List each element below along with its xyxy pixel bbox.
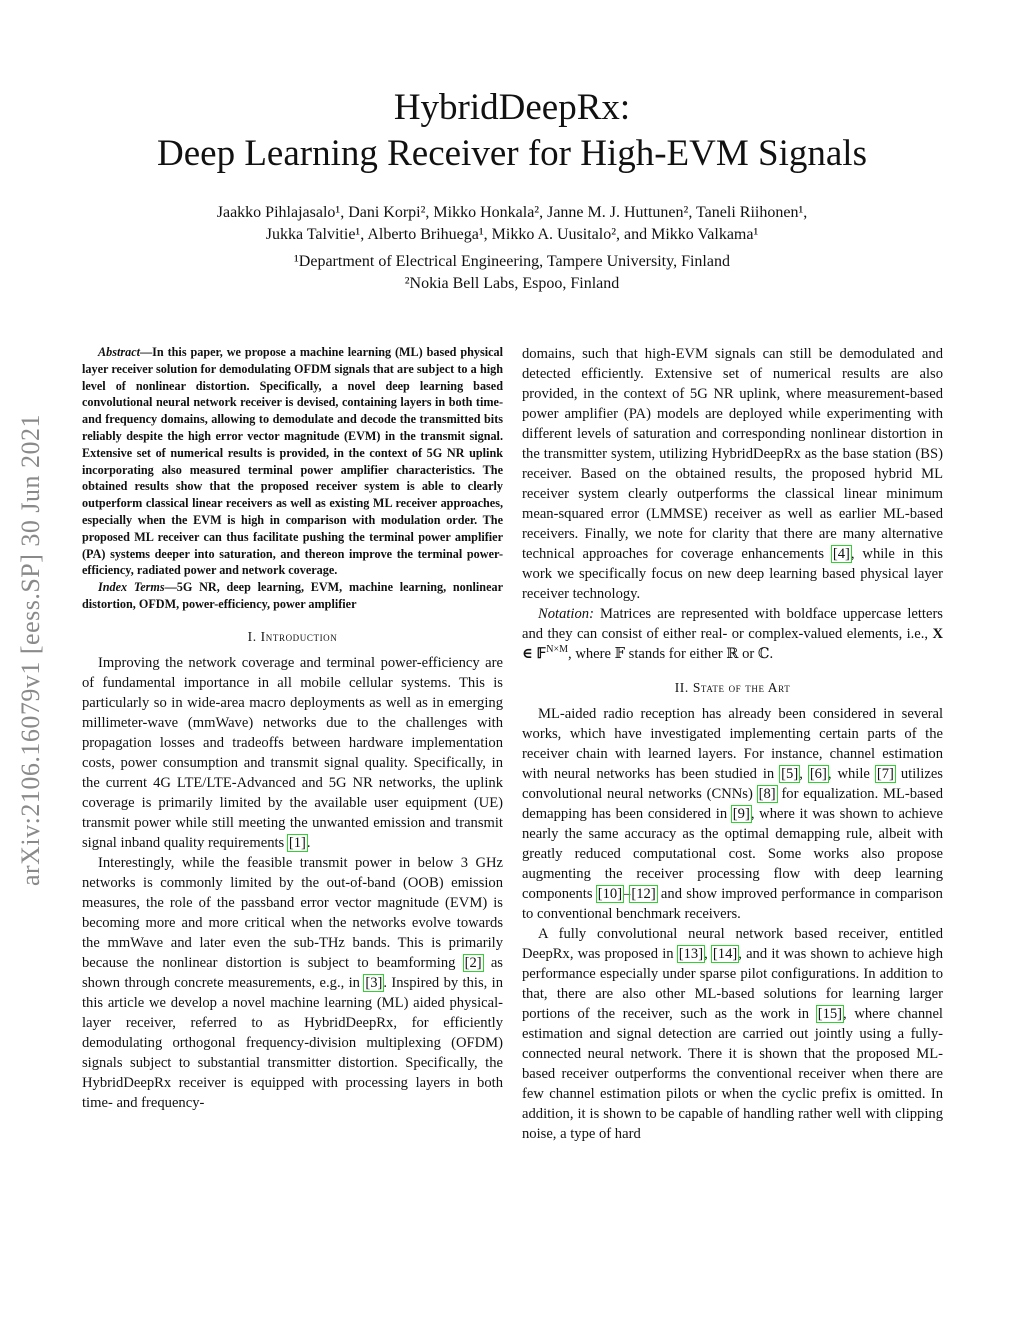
citation-link[interactable]: [9]: [732, 806, 750, 822]
intro-paragraph-continued: domains, such that high-EVM signals can still be demodulated and detected efficiently. Extensive set of numerical results are also provided, in the context of 5G NR uplink, where measurement-based power amplifier (PA) models are deployed while experimenting with different levels of saturation and corresponding nonlinear distortion in the transmitter system, utilizing HybridDeepRx as the base station (BS) receiver. Based on the obtained results, the proposed hybrid ML receiver system clearly outperforms the classical linear minimum mean-squared error (LMMSE) receiver as well as earlier ML-based receivers. Finally, we note for clarity that there are many alternative technical approaches for coverage enhancements [4], while in this work we specifically focus on new deep learning based physical layer receiver technology.: [522, 346, 943, 602]
notation-math: X ∈ 𝔽: [522, 626, 943, 662]
abstract-text: —In this paper, we propose a machine learning (ML) based physical layer receiver solution for demodulating OFDM signals that are subject to a high level of nonlinear distortion. Specifically, a novel deep learning based convolutional neural network receiver is devised, containing layers in both time- and frequency domains, allowing to demodulate and decode the transmitted bits reliably despite the high error vector magnitude (EVM) in the transmit signal. Extensive set of numerical results is provided, in the context of 5G NR uplink incorporating also measured terminal power amplifier characteristics. The obtained results show that the proposed receiver system is able to clearly outperform classical linear receivers as well as existing ML receiver approaches, especially when the EVM is high in comparison with modulation order. The proposed ML receiver can thus facilitate pushing the terminal power amplifier (PA) systems deeper into saturation, and thereon improve the terminal power-efficiency, radiated power and network coverage.: [82, 345, 503, 578]
paper-title-line-2: Deep Learning Receiver for High-EVM Signals: [157, 133, 867, 174]
citation-link[interactable]: [8]: [758, 786, 776, 802]
right-column: [522, 344, 943, 1144]
author-list: [100, 202, 924, 246]
intro-paragraph-1: Improving the network coverage and terminal power-efficiency are of fundamental importance in all mobile cellular systems. This is particularly so in wide-area macro deployments as well as in emerging millimeter-wave (mmWave) networks due to the challenges with propagation losses and tradeoffs between hardware implementation costs, power consumption and transmit signal quality. Specifically, in the current 4G LTE/LTE-Advanced and 5G NR networks, the uplink coverage is primarily limited by the available user equipment (UE) transmit power while still meeting the unwanted emission and transmit signal inband quality requirements [1].: [82, 654, 503, 851]
citation-link[interactable]: [14]: [712, 946, 738, 962]
abstract-label: Abstract: [98, 345, 140, 359]
citation-link[interactable]: [13]: [678, 946, 704, 962]
citation-link[interactable]: [1]: [288, 834, 306, 851]
notation-label: Notation:: [538, 606, 594, 622]
citation-link[interactable]: [10]: [597, 886, 623, 902]
citation-link[interactable]: [3]: [365, 974, 383, 991]
authors-line-1: Jaakko Pihlajasalo¹, Dani Korpi², Mikko Honkala², Janne M. J. Huttunen², Taneli Riihonen¹,: [216, 204, 808, 221]
citation-link[interactable]: [15]: [817, 1006, 843, 1022]
index-terms: [82, 579, 503, 613]
authors-line-2: Jukka Talvitie¹, Alberto Brihuega¹, Mikko A. Uusitalo², and Mikko Valkama¹: [265, 226, 759, 243]
paper-title-line-1: HybridDeepRx:: [393, 87, 631, 128]
arxiv-watermark: arXiv:2106.16079v1 [eess.SP] 30 Jun 2021: [16, 413, 45, 887]
section-heading-state-of-the-art: II. State of the Art: [674, 680, 791, 695]
intro-paragraph-2: Interestingly, while the feasible transmit power in below 3 GHz networks is commonly limited by the out-of-band (OOB) emission measures, the role of the passband error vector magnitude (EVM) is becoming more and more critical when the networks evolve towards the mmWave and later even the sub-THz bands. This is primarily because the nonlinear distortion is subject to beamforming [2] as shown through concrete measurements, e.g., in [3]. Inspired by this, in this article we develop a novel machine learning (ML) aided physical-layer receiver, referred to as HybridDeepRx, for efficiently demodulating orthogonal frequency-division multiplexing (OFDM) signals subject to substantial transmitter distortion. Specifically, the HybridDeepRx receiver is equipped with processing layers in both time- and frequency-: [82, 854, 503, 1111]
citation-link[interactable]: [12]: [631, 886, 656, 902]
citation-link[interactable]: [6]: [809, 766, 827, 782]
citation-link[interactable]: [5]: [781, 766, 799, 782]
affiliation-1: ¹Department of Electrical Engineering, Tampere University, Finland: [294, 253, 730, 270]
left-column: [82, 344, 503, 1113]
affiliation-2: ²Nokia Bell Labs, Espoo, Finland: [404, 275, 620, 292]
sota-paragraph-1: ML-aided radio reception has already been considered in several works, which have investigated implementing certain parts of the receiver chain with learned layers. For instance, channel estimation with neural networks has been studied in [5], [6], while [7] utilizes convolutional neural networks (CNNs) [8] for equalization. ML-based demapping has been considered in [9], where it was shown to achieve nearly the same accuracy as the optimal demapping rule, albeit with greatly reduced computational cost. Some works also propose augmenting the receiver processing flow with deep learning components [10]–[12] and show improved performance in comparison to conventional benchmark receivers.: [522, 706, 944, 922]
citation-link[interactable]: [2]: [464, 954, 482, 971]
notation-paragraph: Notation: Matrices are represented with boldface uppercase letters and they can consist of either real- or complex-valued elements, i.e., X ∈ 𝔽$^{N\times M}$, where 𝔽 stands for either ℝ or ℂ.: [522, 606, 943, 662]
citation-link[interactable]: [7]: [876, 766, 894, 782]
abstract: [82, 344, 503, 579]
index-terms-text: —5G NR, deep learning, EVM, machine learning, nonlinear distortion, OFDM, power-efficiency, power amplifier: [82, 580, 503, 611]
section-heading-introduction: I. Introduction: [247, 628, 338, 644]
index-terms-label: Index Terms: [98, 580, 165, 595]
sota-paragraph-2: A fully convolutional neural network based receiver, entitled DeepRx, was proposed in [13], [14], and it was shown to achieve high performance especially under sparse pilot configurations. In addition to that, there are also other ML-based solutions for learning larger portions of the receiver, such as the work in [15], where channel estimation and signal detection are carried out jointly using a fully-connected neural network. There it is shown that the proposed ML-based receiver outperforms the conventional receiver when there are few channel estimation pilots or when the cyclic prefix is omitted. In addition, it is shown to be capable of handling rather well with clipping noise, a type of hard: [522, 926, 944, 1142]
citation-link[interactable]: [4]: [832, 546, 850, 562]
